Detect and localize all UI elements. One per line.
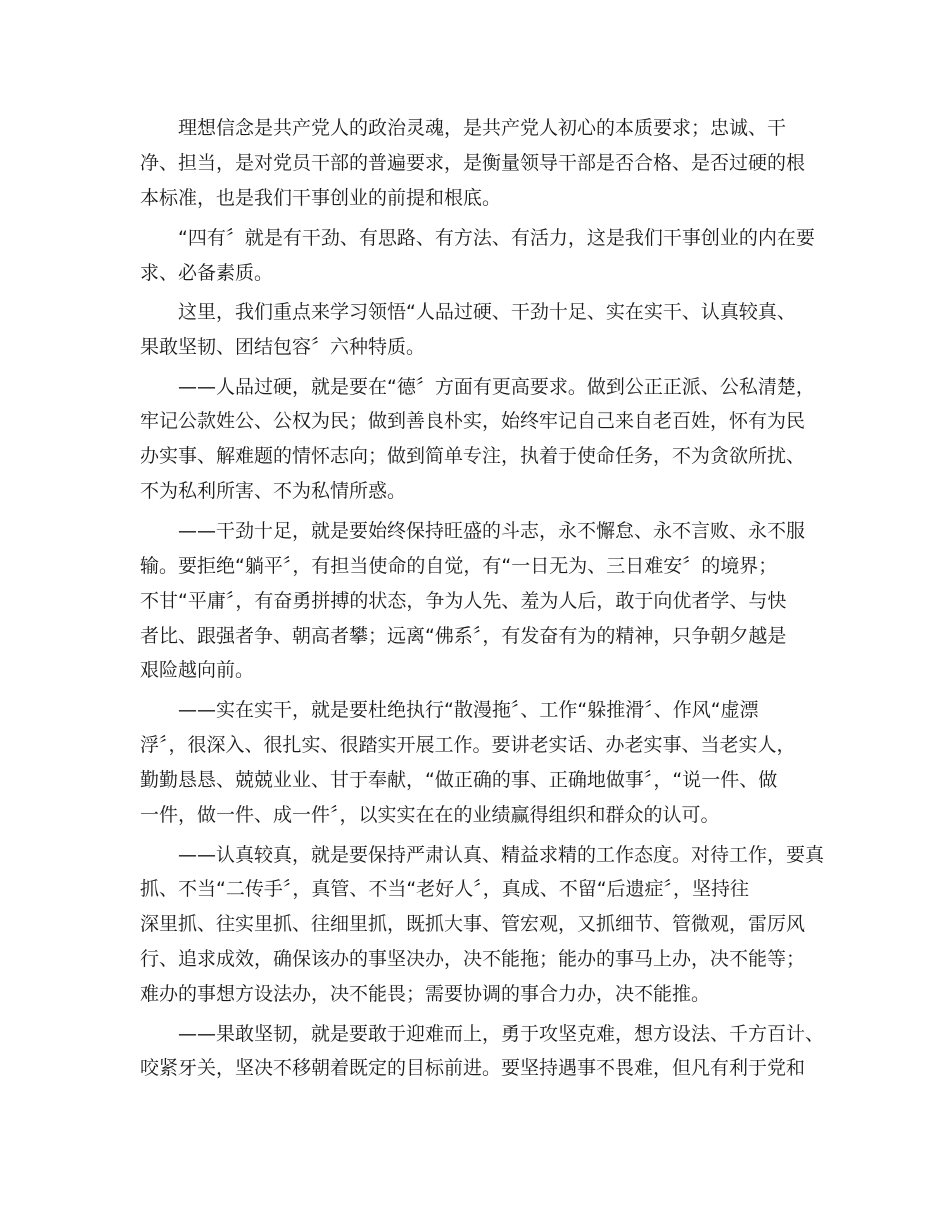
- paragraph-line: 深里抓、往实里抓、往细里抓，既抓大事、管宏观，又抓细节、管微观，雷厉风: [140, 913, 806, 935]
- paragraph-line: 艰险越向前。: [140, 659, 255, 681]
- paragraph-line: 净、担当，是对党员干部的普遍要求，是衡量领导干部是否合格、是否过硬的根: [140, 152, 806, 174]
- paragraph-line: 这里，我们重点来学习领悟“人品过硬、干劲十足、实在实干、认真较真、: [178, 301, 796, 323]
- paragraph-line: 咬紧牙关，坚决不移朝着既定的目标前进。要坚持遇事不畏难，但凡有利于党和: [140, 1057, 806, 1079]
- paragraph-line: 行、追求成效，确保该办的事坚决办，决不能拖；能办的事马上办，决不能等；: [140, 948, 806, 970]
- paragraph-line: 不为私利所害、不为私情所惑。: [140, 480, 407, 502]
- paragraph-line: 果敢坚韧、团结包容〞六种特质。: [140, 336, 426, 358]
- paragraph-line: “四有〞就是有干劲、有思路、有方法、有活力，这是我们干事创业的内在要: [178, 227, 815, 249]
- paragraph-line: 理想信念是共产党人的政治灵魂，是共产党人初心的本质要求；忠诚、干: [178, 117, 787, 139]
- paragraph-line: 难办的事想方设法办，决不能畏；需要协调的事合力办，决不能推。: [140, 983, 711, 1005]
- paragraph-line: ——干劲十足，就是要始终保持旺盛的斗志，永不懈怠、永不言败、永不服: [178, 520, 806, 542]
- paragraph-line: 本标准，也是我们干事创业的前提和根底。: [140, 187, 502, 209]
- paragraph-line: 一件，做一件、成一件〞，以实实在在的业绩赢得组织和群众的认可。: [140, 804, 720, 826]
- paragraph-line: 办实事、解难题的情怀志向；做到简单专注，执着于使命任务，不为贪欲所扰、: [140, 445, 806, 467]
- paragraph-line: 抓、不当“二传手〞，真管、不当“老好人〞，真成、不留“后遗症〞，坚持往: [140, 878, 750, 900]
- paragraph-line: 输。要拒绝“躺平〞，有担当使命的自觉，有“一日无为、三日难安〞的境界；: [140, 555, 778, 577]
- paragraph-line: 牢记公款姓公、公权为民；做到善良朴实，始终牢记自己来自老百姓，怀有为民: [140, 410, 806, 432]
- paragraph-line: ——认真较真，就是要保持严肃认真、精益求精的工作态度。对待工作，要真: [178, 844, 825, 866]
- paragraph-line: 者比、跟强者争、朝高者攀；远离“佛系〞，有发奋有为的精神，只争朝夕越是: [140, 625, 787, 647]
- paragraph-line: 勤勤恳恳、兢兢业业、甘于奉献，“做正确的事、正确地做事〞，“说一件、做: [140, 769, 778, 791]
- paragraph-line: 不甘“平庸〞，有奋勇拼搏的状态，争为人先、羞为人后，敢于向优者学、与快: [140, 590, 787, 612]
- paragraph-line: ——实在实干，就是要杜绝执行“散漫拖〞、工作“躲推滑〞、作风“虚漂: [178, 699, 759, 721]
- paragraph-line: 求、必备素质。: [140, 262, 274, 284]
- paragraph-line: 浮〞，很深入、很扎实、很踏实开展工作。要讲老实话、办老实事、当老实人，: [140, 734, 796, 756]
- paragraph-line: ——人品过硬，就是要在“德〞方面有更高要求。做到公正正派、公私清楚，: [178, 376, 815, 398]
- paragraph-line: ——果敢坚韧，就是要敢于迎难而上，勇于攻坚克难，想方设法、千方百计、: [178, 1023, 825, 1045]
